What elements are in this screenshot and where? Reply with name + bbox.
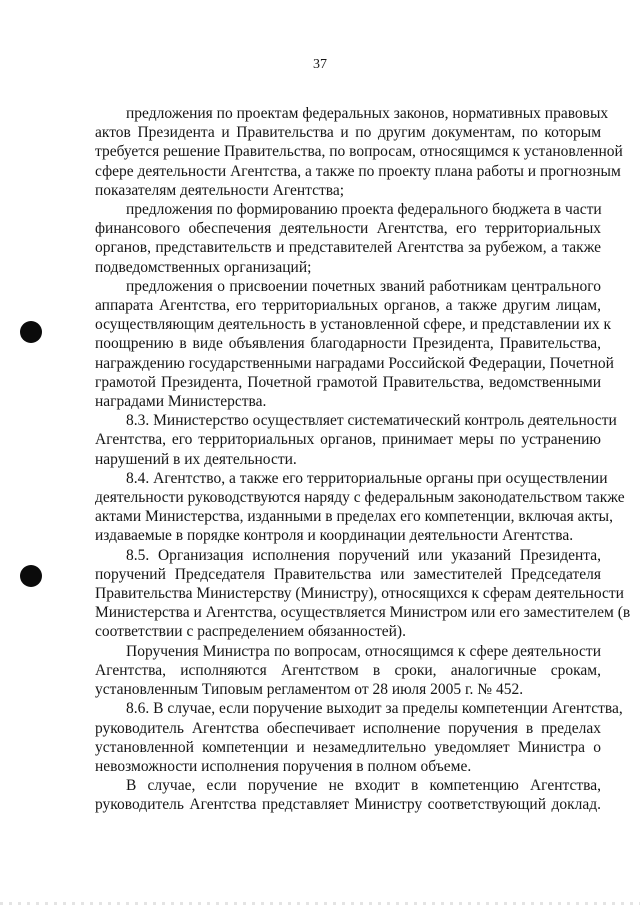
text-line: требуется решение Правительства, по вопросам, относящимся к установленной [95, 143, 623, 161]
punch-hole [20, 565, 42, 587]
text-line: аппарата Агентства, его территориальных органов, а также другим лицам, [95, 297, 601, 315]
text-line: издаваемые в порядке контроля и координации деятельности Агентства. [95, 527, 574, 545]
text-line: предложения о присвоении почетных званий работникам центрального [126, 277, 601, 295]
text-line: Правительства Министерству (Министру), относящихся к сферам деятельности [95, 585, 624, 603]
paragraph [95, 642, 601, 700]
text-line: соответствии с распределением обязанностей). [95, 623, 406, 641]
text-line: руководитель Агентства представляет Министру соответствующий доклад. [95, 796, 601, 814]
paragraph [95, 776, 601, 814]
text-line: поручений Председателя Правительства или заместителей Председателя [95, 565, 601, 583]
document-body [95, 104, 631, 815]
text-line: Агентства, его территориальных органов, принимает меры по устранению [95, 431, 601, 449]
text-line: наградами Министерства. [95, 393, 267, 411]
text-line: 8.6. В случае, если поручение выходит за пределы компетенции Агентства, [126, 700, 623, 718]
text-line: нарушений в их деятельности. [95, 450, 297, 468]
punch-hole [20, 321, 42, 343]
text-line: предложения по проектам федеральных законов, нормативных правовых [126, 105, 609, 122]
paragraph [95, 200, 601, 277]
text-line: предложения по формированию проекта федерального бюджета в части [126, 201, 602, 219]
text-line: установленным Типовым регламентом от 28 июля 2005 г. № 452. [95, 681, 524, 699]
text-line: В случае, если поручение не входит в компетенцию Агентства, [126, 777, 601, 795]
text-line: награждению государственными наградами Российской Федерации, Почетной [95, 354, 614, 372]
text-line: подведомственных организаций; [95, 258, 312, 276]
text-line: актами Министерства, изданными в пределах его компетенции, включая акты, [95, 508, 613, 526]
text-line: Агентства, исполняются Агентством в сроки, аналогичные срокам, [95, 661, 601, 679]
text-line: осуществляющим деятельность в установленной сфере, и представлении их к [95, 316, 612, 334]
text-line: невозможности исполнения поручения в полном объеме. [95, 757, 472, 775]
text-line: Министерства и Агентства, осуществляется Министром или его заместителем (в [95, 604, 631, 622]
text-line: руководитель Агентства обеспечивает исполнение поручения в пределах [95, 719, 601, 737]
text-line: поощрению в виде объявления благодарности Президента, Правительства, [95, 335, 601, 353]
text-line: деятельности руководствуются наряду с федеральным законодательством также [95, 489, 625, 507]
text-line: актов Президента и Правительства и по другим документам, по которым [95, 124, 601, 142]
text-line: сфере деятельности Агентства, а также по проекту плана работы и прогнозным [95, 162, 621, 180]
text-line: финансового обеспечения деятельности Агентства, его территориальных [95, 220, 601, 238]
text-line: грамотой Президента, Почетной грамотой Правительства, ведомственными [95, 373, 601, 391]
text-line: установленной компетенции и незамедлительно уведомляет Министра о [95, 738, 601, 756]
text-line: 8.5. Организация исполнения поручений или указаний Президента, [126, 546, 601, 564]
paragraph [95, 469, 625, 546]
page-number: 37 [313, 57, 327, 72]
text-line: 8.3. Министерство осуществляет систематический контроль деятельности [126, 412, 617, 430]
text-line: показателям деятельности Агентства; [95, 181, 345, 199]
paragraph [95, 546, 631, 642]
text-line: органов, представительств и представителей Агентства за рубежом, а также [95, 239, 601, 257]
paragraph [95, 104, 623, 200]
text-line: 8.4. Агентство, а также его территориальные органы при осуществлении [126, 469, 608, 487]
paragraph [95, 699, 623, 776]
paragraph [95, 411, 617, 469]
paragraph [95, 277, 614, 411]
text-line: Поручения Министра по вопросам, относящимся к сфере деятельности [126, 642, 601, 660]
